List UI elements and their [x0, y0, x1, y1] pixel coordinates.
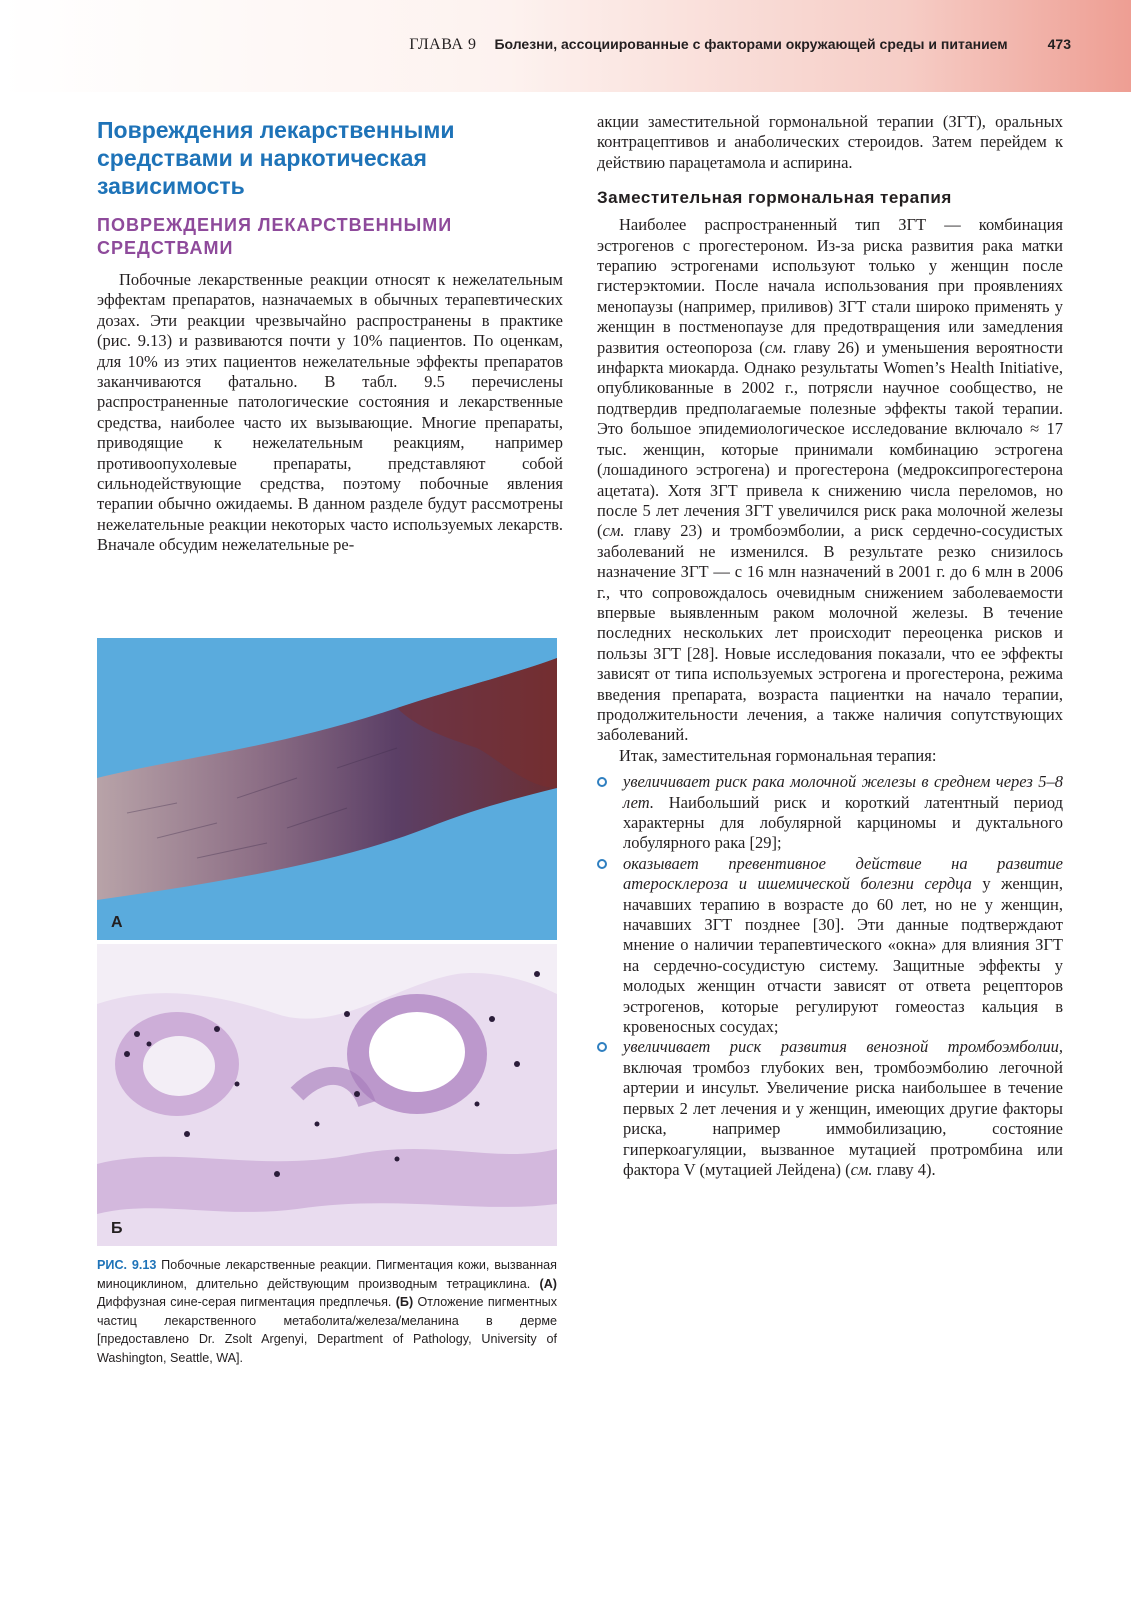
caption-b-text: Отложение пигментных частиц лекарственного метаболита/железа/меланина в дерме [предоставлено Dr. Zsolt Argenyi, Department of Pathology, University of Washington, Seattle, WA]. [97, 1295, 557, 1365]
hrt-paragraph [597, 215, 1063, 746]
see-reference-2: см. [602, 521, 625, 541]
chapter-label: ГЛАВА 9 [409, 36, 477, 53]
bullet-circle-icon [597, 1042, 607, 1052]
figure-photo-b [97, 944, 557, 1246]
right-column [597, 112, 1063, 1180]
header-text [409, 36, 1071, 54]
list-item-emphasis: увеличивает риск развития венозной тромбоэмболии, [623, 1037, 1063, 1057]
figure-photo-a [97, 638, 557, 940]
figure-label-b: Б [111, 1220, 123, 1237]
see-reference-3: см. [850, 1159, 873, 1179]
list-item-emphasis: увеличивает риск рака молочной железы в среднем через 5–8 лет. [623, 772, 1063, 812]
histology-photo [97, 944, 557, 1246]
figure-label-a: А [111, 914, 123, 931]
caption-a-marker: (А) [539, 1276, 557, 1291]
hrt-text-2: главу 26) и уменьшения вероятности инфаркта миокарда. Однако результаты Women’s Health Initiative, опубликованные в 2002 г., потрясли научное сообщество, не подтвердив предполагаемые полезные эффекты такой терапии. Это большое эпидемиологическое исследование включало ≈ 17 тыс. женщин, которые принимали комбинацию эстрогена (лошадиного эстрогена) и прогестерона (медроксипрогестерона ацетата). Хотя ЗГТ привела к снижению числа переломов, но после 5 лет лечения ЗГТ увеличился риск рака молочной железы ( [597, 337, 1063, 541]
intro-paragraph: Побочные лекарственные реакции относят к нежелательным эффектам препаратов, назначаемых в обычных терапевтических дозах. Эти реакции чрезвычайно распространены в практике (рис. 9.13) и развиваются почти у 10% пациентов. По оценкам, для 10% из этих пациентов нежелательные эффекты препаратов заканчиваются фатально. В табл. 9.5 перечислены распространенные патологические состояния и лекарственные средства, наиболее часто их вызывающие. Многие препараты, приводящие к нежелательным реакциям, например противоопухолевые препараты, представляют собой сильнодействующие средства, поэтому побочные явления терапии обычно ожидаемы. В данном разделе будут рассмотрены нежелательные реакции некоторых часто используемых лекарств. Вначале обсудим нежелательные ре- [97, 270, 563, 555]
list-item [597, 854, 1063, 1038]
list-item [597, 772, 1063, 854]
summary-line: Итак, заместительная гормональная терапия: [619, 745, 937, 765]
figure-caption [97, 1256, 557, 1367]
page-number: 473 [1047, 36, 1071, 52]
hrt-effects-list [597, 772, 1063, 1180]
see-reference-1: см. [764, 337, 787, 357]
hrt-text-1: Наиболее распространенный тип ЗГТ — комбинация эстрогенов с прогестероном. Из-за риска развития рака матки терапию эстрогенами используют только у женщин после гистерэктомии. После начала использования при проявлениях менопаузы (например, приливов) ЗГТ стали широко применять у женщин в постменопаузе для предотвращения или замедления развития остеопороза ( [597, 215, 1063, 357]
continued-paragraph: акции заместительной гормональной терапии (ЗГТ), оральных контрацептивов и анаболических стероидов. Затем перейдем к действию парацетамола и аспирина. [597, 112, 1063, 172]
forearm-photo [97, 638, 557, 940]
hrt-heading: Заместительная гормональная терапия [597, 188, 952, 208]
caption-b-marker: (Б) [395, 1295, 414, 1309]
bullet-circle-icon [597, 777, 607, 787]
section-heading: Повреждения лекарственными средствами и наркотическая зависимость [97, 117, 455, 199]
list-item-text: включая тромбоз глубоких вен, тромбоэмболию легочной артерии и инсульт. Увеличение риска наибольшее в течение первых 2 лет лечения и у женщин, имеющих другие факторы риска, например иммобилизацию, состояние гиперкоагуляции, вызванное мутацией протромбина или фактора V (мутацией Лейдена) ( [623, 1057, 1063, 1179]
list-item [597, 1037, 1063, 1180]
list-item-emphasis: оказывает превентивное действие на развитие атеросклероза и ишемической болезни сердца [623, 853, 1063, 894]
page-header [0, 0, 1131, 92]
bullet-circle-icon [597, 859, 607, 869]
left-column [97, 112, 563, 556]
figure-9-13 [97, 638, 557, 1367]
chapter-title: Болезни, ассоциированные с факторами окружающей среды и питанием [494, 36, 1008, 52]
subsection-heading: ПОВРЕЖДЕНИЯ ЛЕКАРСТВЕННЫМИ СРЕДСТВАМИ [97, 215, 453, 258]
caption-label: РИС. 9.13 [97, 1258, 157, 1272]
caption-main: Побочные лекарственные реакции. Пигментация кожи, вызванная миноциклином, длительно действующим производным тетрациклина. [97, 1258, 557, 1291]
caption-a-text: Диффузная сине-серая пигментация предплечья. [97, 1295, 396, 1309]
list-item-text: у женщин, начавших терапию в возрасте до 60 лет, но не у женщин, начавших ЗГТ позднее [30]. Эти данные подтверждают мнение о наличии терапевтического «окна» для влияния ЗГТ на сердечно-сосудистую систему. Защитные эффекты у молодых женщин отчасти зависят от ответа рецепторов эстрогенов, которые регулируют гомеостаз кальция в кровеносных сосудах; [623, 874, 1063, 1037]
hrt-text-3: главу 23) и тромбоэмболии, а риск сердечно-сосудистых заболеваний не изменился. В результате резко снизилось назначение ЗГТ — с 16 млн назначений в 2001 г. до 6 млн в 2006 г., что сопровождалось очевидным снижением заболеваемости впервые выявленным раком молочной железы. В течение последних нескольких лет происходит переоценка рисков и пользы ЗГТ [28]. Новые исследования показали, что ее эффекты зависят от типа используемых эстрогена и прогестерона, режима введения препарата, возраста пациентки на начало терапии, продолжительности лечения, а также наличия сопутствующих заболеваний. [597, 521, 1063, 745]
list-item-tail: главу 4). [872, 1159, 936, 1179]
list-item-text: Наибольший риск и короткий латентный период характерны для лобулярной карциномы и дуктального лобулярного рака [29]; [623, 792, 1063, 853]
